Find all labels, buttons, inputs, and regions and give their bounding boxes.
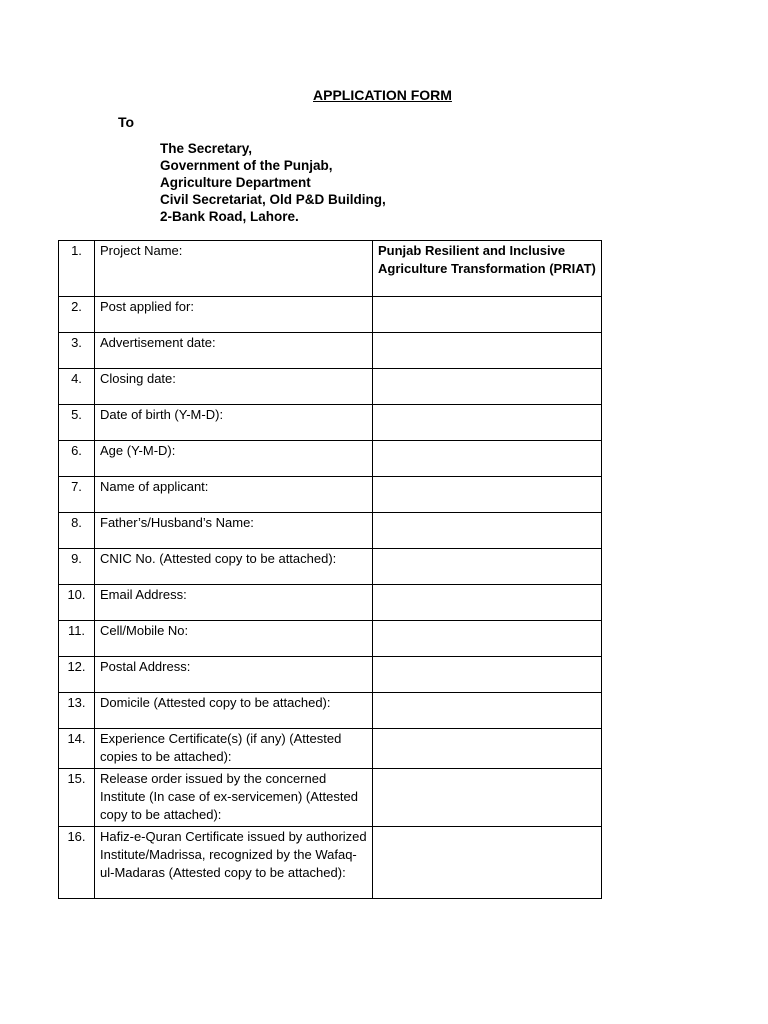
row-number: 14. <box>59 729 95 769</box>
form-title: APPLICATION FORM <box>313 87 452 103</box>
field-label: Postal Address: <box>95 657 373 693</box>
table-row <box>59 333 602 369</box>
field-label: Email Address: <box>95 585 373 621</box>
field-value[interactable] <box>373 333 602 369</box>
to-label: To <box>118 114 135 130</box>
address-line: Agriculture Department <box>160 175 311 190</box>
field-value[interactable] <box>373 657 602 693</box>
field-value[interactable] <box>373 477 602 513</box>
row-number: 1. <box>59 241 95 297</box>
field-value[interactable] <box>373 297 602 333</box>
row-number: 3. <box>59 333 95 369</box>
field-label: CNIC No. (Attested copy to be attached): <box>95 549 373 585</box>
field-label: Name of applicant: <box>95 477 373 513</box>
field-label: Hafiz-e-Quran Certificate issued by authorized Institute/Madrissa, recognized by the Wafaq-ul-Madaras (Attested copy to be attached): <box>95 827 373 899</box>
field-value: Punjab Resilient and Inclusive Agriculture Transformation (PRIAT) <box>373 241 602 297</box>
table-row <box>59 827 602 899</box>
row-number: 7. <box>59 477 95 513</box>
table-row <box>59 477 602 513</box>
table-row <box>59 693 602 729</box>
table-row <box>59 405 602 441</box>
field-label: Advertisement date: <box>95 333 373 369</box>
table-row <box>59 549 602 585</box>
row-number: 16. <box>59 827 95 899</box>
table-row <box>59 657 602 693</box>
field-label: Age (Y-M-D): <box>95 441 373 477</box>
row-number: 11. <box>59 621 95 657</box>
table-row <box>59 441 602 477</box>
field-label: Closing date: <box>95 369 373 405</box>
address-line: The Secretary, <box>160 141 253 156</box>
field-value[interactable] <box>373 769 602 827</box>
table-row <box>59 585 602 621</box>
field-label: Domicile (Attested copy to be attached): <box>95 693 373 729</box>
field-label: Experience Certificate(s) (if any) (Attested copies to be attached): <box>95 729 373 769</box>
row-number: 12. <box>59 657 95 693</box>
field-value[interactable] <box>373 621 602 657</box>
table-row <box>59 769 602 827</box>
row-number: 15. <box>59 769 95 827</box>
table-row <box>59 369 602 405</box>
field-value[interactable] <box>373 729 602 769</box>
field-label: Project Name: <box>95 241 373 297</box>
row-number: 4. <box>59 369 95 405</box>
row-number: 5. <box>59 405 95 441</box>
row-number: 8. <box>59 513 95 549</box>
field-value[interactable] <box>373 693 602 729</box>
field-value[interactable] <box>373 513 602 549</box>
application-form-table <box>58 240 602 899</box>
field-value[interactable] <box>373 405 602 441</box>
row-number: 13. <box>59 693 95 729</box>
field-value[interactable] <box>373 441 602 477</box>
field-value[interactable] <box>373 369 602 405</box>
field-value[interactable] <box>373 549 602 585</box>
table-row <box>59 297 602 333</box>
row-number: 2. <box>59 297 95 333</box>
address-line: Civil Secretariat, Old P&D Building, <box>160 192 386 207</box>
field-label: Release order issued by the concerned Institute (In case of ex-servicemen) (Attested copy to be attached): <box>95 769 373 827</box>
table-row <box>59 241 602 297</box>
row-number: 6. <box>59 441 95 477</box>
field-label: Date of birth (Y-M-D): <box>95 405 373 441</box>
row-number: 10. <box>59 585 95 621</box>
address-line: Government of the Punjab, <box>160 158 333 173</box>
table-row <box>59 621 602 657</box>
address-line: 2-Bank Road, Lahore. <box>160 209 299 224</box>
field-label: Cell/Mobile No: <box>95 621 373 657</box>
table-row <box>59 729 602 769</box>
field-label: Father’s/Husband’s Name: <box>95 513 373 549</box>
field-value[interactable] <box>373 585 602 621</box>
table-row <box>59 513 602 549</box>
field-label: Post applied for: <box>95 297 373 333</box>
field-value[interactable] <box>373 827 602 899</box>
recipient-address <box>160 140 386 225</box>
row-number: 9. <box>59 549 95 585</box>
